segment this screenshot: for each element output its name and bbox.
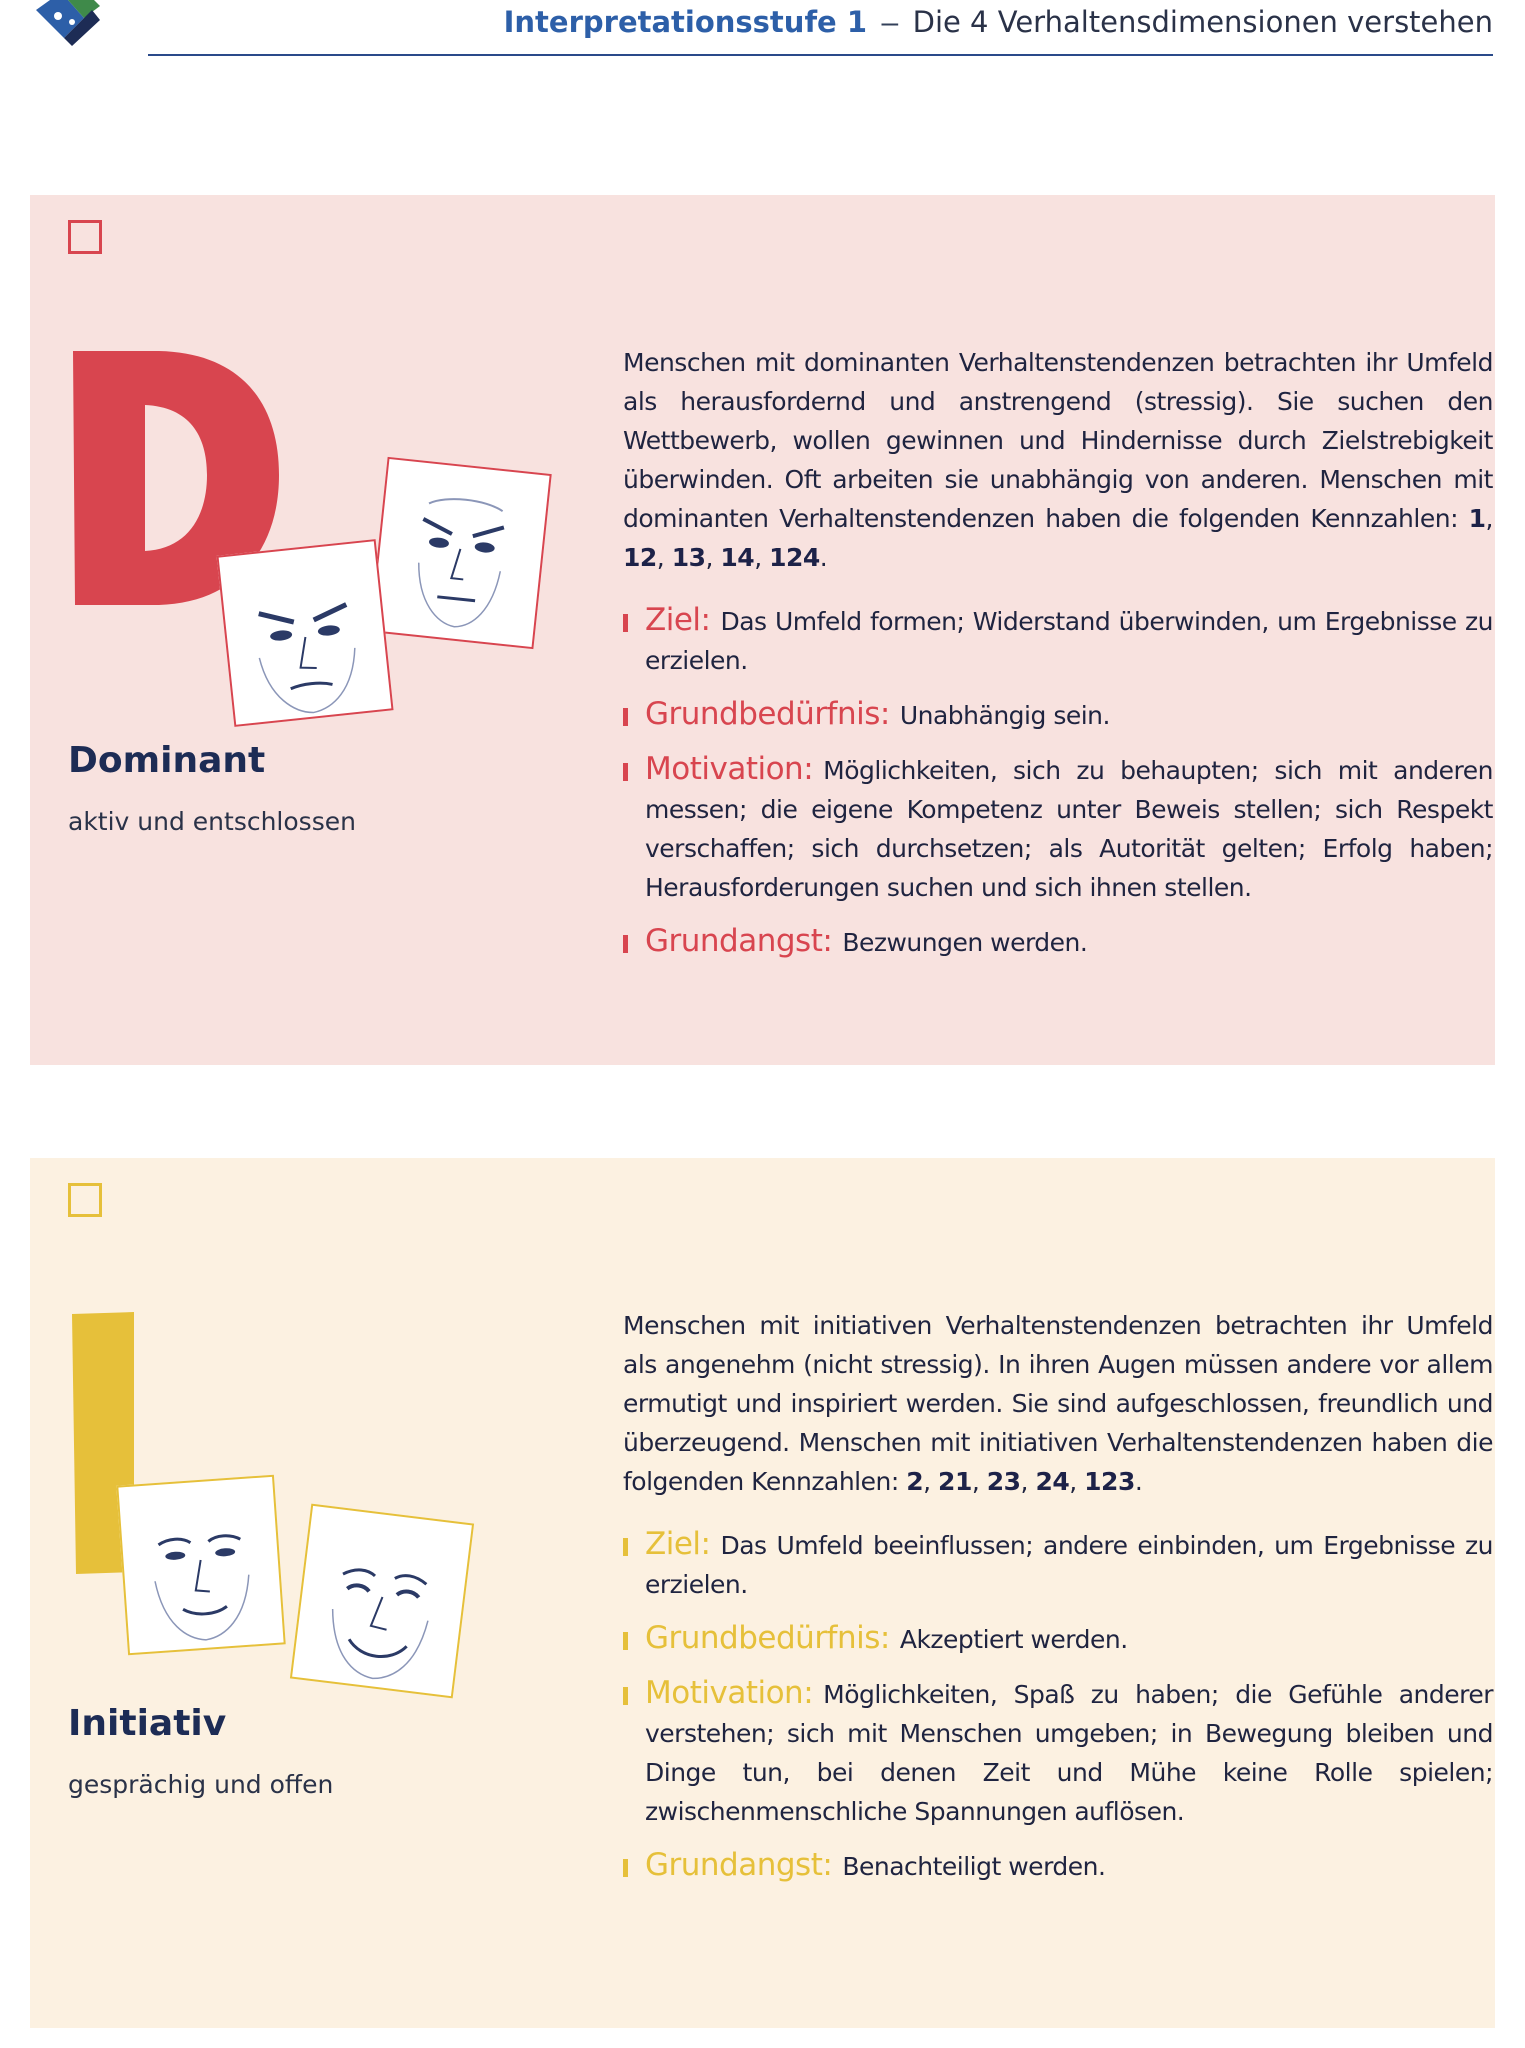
face-card-friendly-2 xyxy=(290,1504,474,1699)
code: 124 xyxy=(769,543,820,572)
bullet-text: Möglichkeiten, sich zu behaupten; sich mit anderen messen; die eigene Kompetenz unter Beweis stellen; sich Respekt verschaffen; sich durchsetzen; als Autorität gelten; Erfolg haben; Herausforderungen suchen und sich ihnen stellen. xyxy=(645,756,1493,902)
bullet-text: Akzeptiert werden. xyxy=(899,1625,1128,1654)
header-subtitle: Die 4 Verhaltensdimensionen verstehen xyxy=(912,5,1493,39)
dimension-panel-dominant xyxy=(30,195,1495,1065)
header-separator: – xyxy=(881,6,899,39)
bullet-text: Bezwungen werden. xyxy=(842,928,1088,957)
bullet-marker-icon xyxy=(623,935,628,953)
code: 1 xyxy=(1468,504,1486,533)
bullet-term: Grundangst: xyxy=(645,1847,833,1883)
dimension-title: Initiativ xyxy=(68,1703,227,1744)
code: 14 xyxy=(720,543,755,572)
bullet-marker-icon xyxy=(623,708,628,726)
bullet-list xyxy=(623,601,1493,962)
bullet-term: Motivation: xyxy=(645,1675,814,1711)
bullet-text: Möglichkeiten, Spaß zu haben; die Gefühle anderer verstehen; sich mit Menschen umgeben; in Bewegung bleiben und Dinge tun, bei denen Zeit und Mühe keine Rolle spielen; zwischenmenschliche Spannungen auflösen. xyxy=(645,1680,1493,1826)
face-card-friendly-1 xyxy=(116,1475,285,1656)
bullet-goal xyxy=(623,601,1493,680)
dimension-title: Dominant xyxy=(68,740,266,781)
code: 123 xyxy=(1084,1467,1135,1496)
intro-paragraph: Menschen mit initiativen Verhaltenstendenzen betrachten ihr Umfeld als angenehm (nicht stressig). In ihren Augen müssen andere vor allem ermutigt und inspiriert werden. Sie sind aufgeschlossen, freundlich und überzeugend. Menschen mit initiativen Verhaltenstendenzen haben die folgenden Kennzahlen: 2, 21, 23, 24, 123. xyxy=(623,1311,1493,1496)
dimension-subtitle: gesprächig und offen xyxy=(68,1770,334,1799)
dimension-subtitle: aktiv und entschlossen xyxy=(68,807,356,836)
bullet-fear xyxy=(623,1846,1493,1886)
bullet-fear xyxy=(623,922,1493,962)
code: 21 xyxy=(938,1467,972,1496)
bullet-text: Das Umfeld formen; Widerstand überwinden, um Ergebnisse zu erzielen. xyxy=(645,607,1493,675)
code: 12 xyxy=(623,543,657,572)
bullet-term: Grundbedürfnis: xyxy=(645,1620,890,1656)
bullet-motivation xyxy=(623,1674,1493,1831)
page-header xyxy=(148,0,1493,56)
bullet-term: Grundbedürfnis: xyxy=(645,696,890,732)
bullet-marker-icon xyxy=(623,1859,628,1877)
code: 24 xyxy=(1035,1467,1070,1496)
bullet-need xyxy=(623,1619,1493,1659)
code: 2 xyxy=(906,1467,924,1496)
bullet-goal xyxy=(623,1525,1493,1604)
bullet-term: Grundangst: xyxy=(645,923,833,959)
stage-label: Interpretationsstufe 1 xyxy=(503,5,868,39)
dimension-panel-initiative xyxy=(30,1158,1495,2028)
bullet-marker-icon xyxy=(623,1687,628,1705)
bullet-term: Ziel: xyxy=(645,602,711,638)
dimension-description xyxy=(623,343,1493,977)
bullet-text: Benachteiligt werden. xyxy=(842,1852,1106,1881)
bullet-marker-icon xyxy=(623,1538,628,1556)
dimension-description xyxy=(623,1306,1493,1901)
bullet-motivation xyxy=(623,750,1493,907)
intro-paragraph: Menschen mit dominanten Verhaltenstendenzen betrachten ihr Umfeld als herausfordernd und anstrengend (stressig). Sie suchen den Wettbewerb, wollen gewinnen und Hindernisse durch Zielstrebigkeit überwinden. Oft arbeiten sie unabhängig von anderen. Menschen mit dominanten Verhaltenstendenzen haben die folgenden Kennzahlen: 1, 12, 13, 14, 124. xyxy=(623,348,1493,572)
bullet-need xyxy=(623,695,1493,735)
code: 13 xyxy=(671,543,706,572)
intro-text: Menschen mit dominanten Verhaltenstendenzen betrachten ihr Umfeld als herausfordernd und anstrengend (stressig). Sie suchen den Wettbewerb, wollen gewinnen und Hindernisse durch Zielstrebigkeit überwinden. Oft arbeiten sie unabhängig von anderen. Menschen mit dominanten Verhaltenstendenzen haben die folgenden Kennzahlen: xyxy=(623,348,1493,533)
bullet-text: Das Umfeld beeinflussen; andere einbinden, um Ergebnisse zu erzielen. xyxy=(645,1531,1493,1599)
dominant-checkbox[interactable] xyxy=(68,220,102,254)
logo-icon xyxy=(28,0,108,48)
bullet-term: Ziel: xyxy=(645,1526,711,1562)
bullet-marker-icon xyxy=(623,763,628,781)
face-card-stern-2 xyxy=(216,539,393,727)
code: 23 xyxy=(986,1467,1021,1496)
bullet-list xyxy=(623,1525,1493,1886)
bullet-marker-icon xyxy=(623,1632,628,1650)
intro-text: Menschen mit initiativen Verhaltenstendenzen betrachten ihr Umfeld als angenehm (nicht stressig). In ihren Augen müssen andere vor allem ermutigt und inspiriert werden. Sie sind aufgeschlossen, freundlich und überzeugend. Menschen mit initiativen Verhaltenstendenzen haben die folgenden Kennzahlen: xyxy=(623,1311,1493,1496)
bullet-text: Unabhängig sein. xyxy=(899,701,1110,730)
bullet-term: Motivation: xyxy=(645,751,814,787)
bullet-marker-icon xyxy=(623,614,628,632)
face-card-stern-1 xyxy=(369,457,551,649)
initiative-checkbox[interactable] xyxy=(68,1183,102,1217)
